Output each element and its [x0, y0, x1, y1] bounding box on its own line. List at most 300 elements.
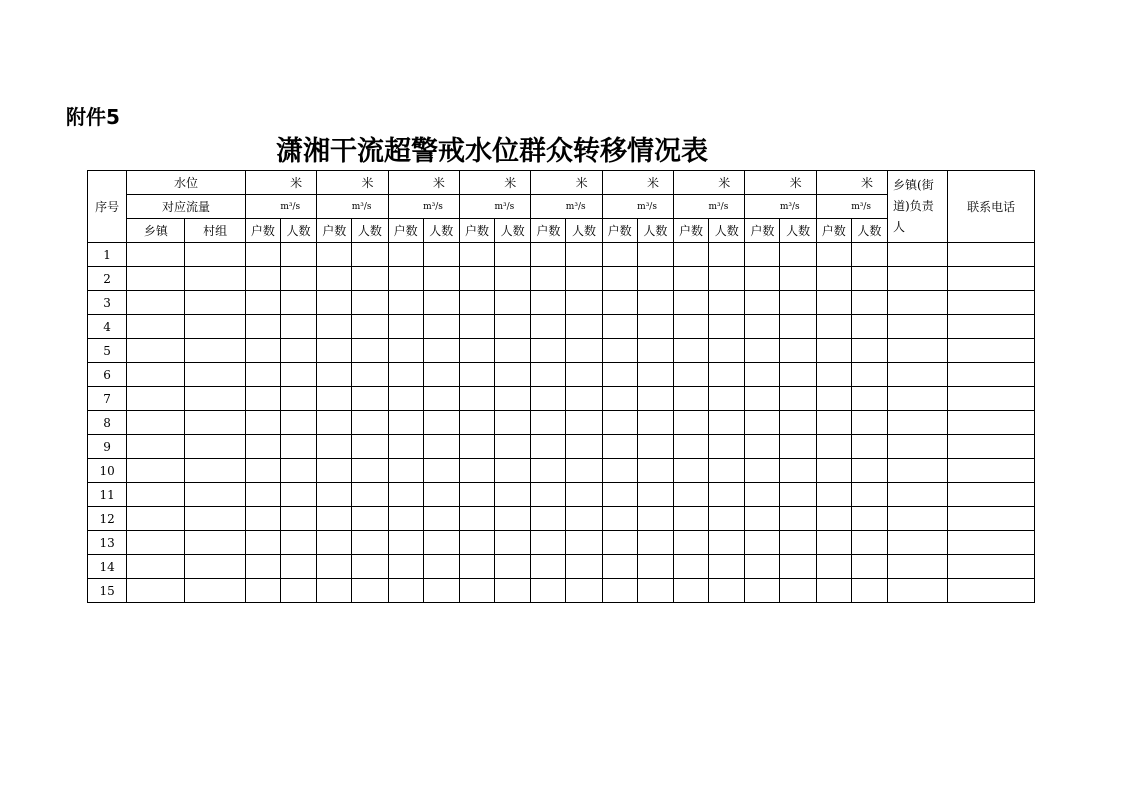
table-cell [602, 411, 637, 435]
table-cell [709, 459, 745, 483]
table-cell [459, 315, 494, 339]
table-cell [851, 579, 887, 603]
table-cell [531, 531, 566, 555]
table-cell [745, 291, 780, 315]
table-cell [566, 483, 602, 507]
table-cell [948, 555, 1035, 579]
table-cell [566, 387, 602, 411]
table-cell [495, 243, 531, 267]
table-cell [185, 483, 245, 507]
flow-unit-cell: m³/s [745, 195, 816, 219]
table-cell [602, 267, 637, 291]
table-cell [185, 243, 245, 267]
table-cell [245, 291, 280, 315]
row-number: 4 [88, 315, 127, 339]
table-cell [127, 531, 185, 555]
table-cell [495, 315, 531, 339]
households-header: 户数 [602, 219, 637, 243]
people-header: 人数 [780, 219, 816, 243]
table-row [88, 315, 1035, 339]
households-header: 户数 [745, 219, 780, 243]
table-cell [531, 483, 566, 507]
table-cell [948, 387, 1035, 411]
table-cell [317, 243, 352, 267]
table-cell [673, 243, 708, 267]
table-cell [566, 531, 602, 555]
row-number: 12 [88, 507, 127, 531]
table-cell [709, 339, 745, 363]
people-header: 人数 [423, 219, 459, 243]
table-cell [388, 507, 423, 531]
table-cell [127, 387, 185, 411]
table-cell [602, 555, 637, 579]
table-cell [495, 387, 531, 411]
table-cell [459, 363, 494, 387]
table-row [88, 387, 1035, 411]
meter-cell: 米 [745, 171, 816, 195]
table-cell [495, 411, 531, 435]
table-cell [816, 579, 851, 603]
table-cell [745, 459, 780, 483]
table-cell [745, 339, 780, 363]
table-cell [352, 507, 388, 531]
table-cell [423, 315, 459, 339]
table-cell [888, 243, 948, 267]
table-cell [816, 339, 851, 363]
table-cell [423, 387, 459, 411]
table-cell [948, 507, 1035, 531]
table-cell [352, 579, 388, 603]
table-cell [388, 291, 423, 315]
table-cell [245, 531, 280, 555]
table-cell [459, 507, 494, 531]
row-number: 13 [88, 531, 127, 555]
table-cell [566, 315, 602, 339]
meter-cell: 米 [816, 171, 887, 195]
row-number: 15 [88, 579, 127, 603]
table-cell [745, 579, 780, 603]
table-cell [317, 363, 352, 387]
table-cell [245, 555, 280, 579]
table-cell [245, 435, 280, 459]
table-cell [816, 291, 851, 315]
table-cell [317, 291, 352, 315]
table-cell [317, 459, 352, 483]
table-cell [127, 483, 185, 507]
table-cell [709, 243, 745, 267]
table-cell [566, 243, 602, 267]
table-cell [127, 291, 185, 315]
table-cell [459, 387, 494, 411]
table-cell [816, 435, 851, 459]
table-cell [673, 459, 708, 483]
people-header: 人数 [637, 219, 673, 243]
table-cell [816, 531, 851, 555]
table-cell [352, 315, 388, 339]
table-cell [673, 507, 708, 531]
table-cell [531, 411, 566, 435]
table-cell [673, 555, 708, 579]
table-cell [185, 507, 245, 531]
water-level-header: 水位 [127, 171, 246, 195]
table-cell [780, 507, 816, 531]
table-cell [851, 387, 887, 411]
table-cell [602, 363, 637, 387]
table-cell [495, 363, 531, 387]
table-cell [637, 435, 673, 459]
table-cell [745, 387, 780, 411]
people-header: 人数 [566, 219, 602, 243]
table-cell [780, 531, 816, 555]
table-cell [495, 435, 531, 459]
table-cell [673, 291, 708, 315]
table-cell [637, 579, 673, 603]
people-header: 人数 [709, 219, 745, 243]
meter-cell: 米 [673, 171, 744, 195]
table-cell [185, 315, 245, 339]
table-cell [709, 579, 745, 603]
table-cell [317, 411, 352, 435]
table-cell [673, 267, 708, 291]
households-header: 户数 [245, 219, 280, 243]
table-cell [637, 555, 673, 579]
table-cell [388, 579, 423, 603]
table-cell [851, 459, 887, 483]
table-cell [280, 411, 316, 435]
table-cell [673, 387, 708, 411]
table-cell [388, 531, 423, 555]
table-cell [459, 339, 494, 363]
table-cell [566, 411, 602, 435]
phone-header: 联系电话 [948, 171, 1035, 243]
table-cell [423, 459, 459, 483]
table-cell [185, 531, 245, 555]
table-cell [637, 339, 673, 363]
table-cell [637, 291, 673, 315]
table-cell [245, 363, 280, 387]
table-cell [459, 459, 494, 483]
table-cell [531, 243, 566, 267]
table-cell [602, 243, 637, 267]
table-cell [851, 315, 887, 339]
table-cell [245, 459, 280, 483]
table-cell [185, 267, 245, 291]
table-cell [185, 435, 245, 459]
table-cell [388, 555, 423, 579]
table-cell [352, 267, 388, 291]
table-cell [317, 483, 352, 507]
table-cell [185, 339, 245, 363]
table-cell [745, 267, 780, 291]
table-cell [888, 507, 948, 531]
table-cell [948, 315, 1035, 339]
table-cell [566, 339, 602, 363]
table-cell [851, 411, 887, 435]
table-cell [423, 531, 459, 555]
table-row [88, 291, 1035, 315]
table-cell [495, 267, 531, 291]
table-cell [816, 555, 851, 579]
table-cell [531, 339, 566, 363]
table-cell [602, 483, 637, 507]
table-cell [745, 555, 780, 579]
responsible-header: 乡镇(街道)负责人 [888, 171, 948, 243]
table-cell [245, 267, 280, 291]
table-cell [888, 411, 948, 435]
table-cell [745, 507, 780, 531]
table-cell [709, 387, 745, 411]
row-number: 7 [88, 387, 127, 411]
table-cell [388, 483, 423, 507]
table-cell [816, 459, 851, 483]
flow-unit-cell: m³/s [245, 195, 316, 219]
table-cell [423, 267, 459, 291]
attachment-label: 附件5 [66, 105, 120, 129]
table-cell [495, 507, 531, 531]
table-cell [673, 315, 708, 339]
meter-cell: 米 [317, 171, 388, 195]
table-cell [352, 339, 388, 363]
table-cell [745, 531, 780, 555]
table-cell [888, 291, 948, 315]
table-cell [245, 243, 280, 267]
households-header: 户数 [459, 219, 494, 243]
table-cell [185, 363, 245, 387]
table-cell [245, 507, 280, 531]
table-cell [423, 291, 459, 315]
table-cell [673, 363, 708, 387]
table-cell [816, 243, 851, 267]
table-cell [280, 339, 316, 363]
table-cell [816, 411, 851, 435]
table-cell [280, 555, 316, 579]
table-cell [317, 339, 352, 363]
table-cell [602, 579, 637, 603]
table-cell [948, 267, 1035, 291]
table-cell [888, 459, 948, 483]
table-cell [495, 459, 531, 483]
table-cell [851, 507, 887, 531]
transfer-table [87, 170, 1035, 603]
table-cell [709, 555, 745, 579]
households-header: 户数 [388, 219, 423, 243]
table-cell [245, 483, 280, 507]
table-cell [459, 531, 494, 555]
table-cell [745, 363, 780, 387]
header-row-water-level [88, 171, 1035, 195]
row-number: 1 [88, 243, 127, 267]
table-cell [317, 387, 352, 411]
table-cell [127, 579, 185, 603]
table-cell [423, 579, 459, 603]
meter-cell: 米 [602, 171, 673, 195]
table-cell [637, 411, 673, 435]
table-cell [423, 411, 459, 435]
table-cell [495, 579, 531, 603]
table-cell [352, 435, 388, 459]
table-cell [948, 411, 1035, 435]
seq-header: 序号 [88, 171, 127, 243]
table-cell [948, 243, 1035, 267]
table-cell [127, 459, 185, 483]
table-cell [566, 267, 602, 291]
table-cell [888, 387, 948, 411]
people-header: 人数 [352, 219, 388, 243]
row-number: 10 [88, 459, 127, 483]
table-cell [709, 507, 745, 531]
table-cell [673, 435, 708, 459]
table-cell [948, 483, 1035, 507]
table-cell [566, 435, 602, 459]
village-header: 村组 [185, 219, 245, 243]
table-cell [127, 507, 185, 531]
table-cell [637, 531, 673, 555]
table-cell [185, 459, 245, 483]
table-cell [673, 339, 708, 363]
table-cell [888, 483, 948, 507]
table-row [88, 507, 1035, 531]
table-cell [851, 243, 887, 267]
table-cell [531, 267, 566, 291]
table-cell [185, 555, 245, 579]
table-cell [851, 363, 887, 387]
households-header: 户数 [673, 219, 708, 243]
table-row [88, 459, 1035, 483]
table-cell [851, 291, 887, 315]
table-row [88, 411, 1035, 435]
table-cell [851, 435, 887, 459]
table-cell [709, 435, 745, 459]
table-cell [851, 531, 887, 555]
table-row [88, 267, 1035, 291]
table-cell [745, 243, 780, 267]
table-cell [459, 411, 494, 435]
table-cell [388, 243, 423, 267]
table-cell [888, 267, 948, 291]
table-row [88, 483, 1035, 507]
table-cell [816, 387, 851, 411]
table-cell [280, 291, 316, 315]
table-cell [709, 291, 745, 315]
table-cell [388, 411, 423, 435]
row-number: 14 [88, 555, 127, 579]
table-cell [185, 411, 245, 435]
table-cell [745, 315, 780, 339]
table-cell [948, 579, 1035, 603]
table-cell [459, 579, 494, 603]
table-cell [388, 267, 423, 291]
table-cell [185, 579, 245, 603]
table-cell [637, 363, 673, 387]
table-cell [851, 339, 887, 363]
table-cell [127, 363, 185, 387]
table-cell [495, 555, 531, 579]
table-cell [637, 459, 673, 483]
table-cell [317, 267, 352, 291]
table-cell [888, 339, 948, 363]
table-cell [709, 411, 745, 435]
table-cell [602, 315, 637, 339]
table-cell [459, 267, 494, 291]
table-cell [280, 315, 316, 339]
table-cell [352, 555, 388, 579]
table-cell [280, 507, 316, 531]
table-cell [888, 315, 948, 339]
table-cell [816, 267, 851, 291]
table-cell [780, 579, 816, 603]
table-cell [388, 387, 423, 411]
table-cell [280, 267, 316, 291]
table-cell [745, 483, 780, 507]
table-cell [352, 387, 388, 411]
table-cell [127, 243, 185, 267]
people-header: 人数 [495, 219, 531, 243]
table-cell [185, 291, 245, 315]
table-cell [816, 363, 851, 387]
meter-cell: 米 [245, 171, 316, 195]
table-cell [780, 411, 816, 435]
table-cell [317, 315, 352, 339]
flow-unit-cell: m³/s [317, 195, 388, 219]
table-cell [948, 291, 1035, 315]
table-cell [637, 267, 673, 291]
table-cell [459, 243, 494, 267]
table-cell [948, 435, 1035, 459]
people-header: 人数 [851, 219, 887, 243]
table-cell [317, 435, 352, 459]
table-cell [709, 483, 745, 507]
table-cell [780, 339, 816, 363]
table-cell [531, 459, 566, 483]
table-row [88, 339, 1035, 363]
table-cell [352, 411, 388, 435]
table-cell [127, 339, 185, 363]
table-cell [352, 363, 388, 387]
table-cell [566, 363, 602, 387]
flow-unit-cell: m³/s [602, 195, 673, 219]
table-cell [888, 579, 948, 603]
meter-cell: 米 [388, 171, 459, 195]
table-cell [780, 363, 816, 387]
table-cell [637, 483, 673, 507]
table-cell [816, 315, 851, 339]
table-cell [602, 507, 637, 531]
table-cell [566, 507, 602, 531]
row-number: 5 [88, 339, 127, 363]
table-cell [280, 579, 316, 603]
table-cell [637, 315, 673, 339]
table-cell [245, 387, 280, 411]
row-number: 11 [88, 483, 127, 507]
table-cell [780, 243, 816, 267]
table-cell [780, 267, 816, 291]
table-cell [948, 363, 1035, 387]
table-cell [888, 555, 948, 579]
table-cell [531, 555, 566, 579]
flow-unit-cell: m³/s [816, 195, 887, 219]
table-cell [423, 507, 459, 531]
table-cell [459, 483, 494, 507]
table-cell [127, 555, 185, 579]
table-cell [780, 291, 816, 315]
table-cell [495, 339, 531, 363]
table-cell [566, 291, 602, 315]
table-cell [317, 531, 352, 555]
flow-unit-cell: m³/s [673, 195, 744, 219]
table-cell [531, 435, 566, 459]
table-cell [602, 531, 637, 555]
table-cell [602, 387, 637, 411]
